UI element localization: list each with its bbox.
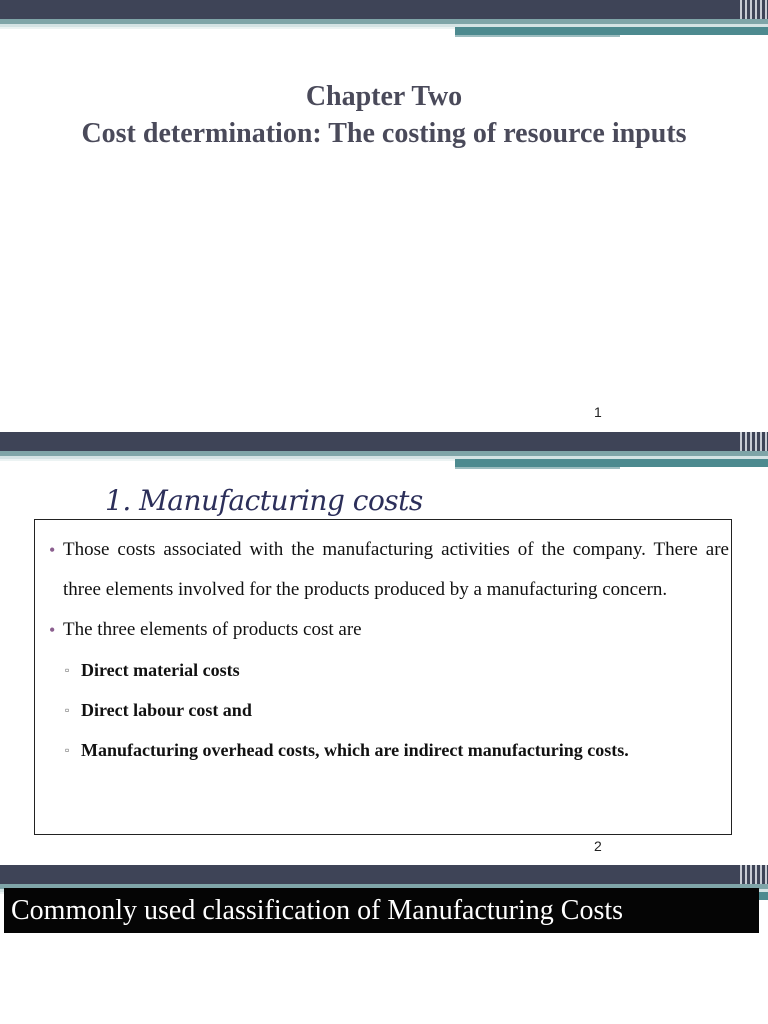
- bullet-text: Those costs associated with the manufacturing activities of the company. There are three elements involved for the products produced by a manufacturing concern.: [63, 539, 729, 600]
- page-number: 2: [594, 838, 602, 854]
- sub-list-item: [49, 690, 729, 730]
- bullet-dot-icon: •: [49, 620, 56, 640]
- section-heading: 1. Manufacturing costs: [105, 484, 423, 517]
- slide-2: [0, 432, 768, 865]
- slide-title: [60, 78, 708, 152]
- slide-header-band: [0, 0, 768, 40]
- sub-list-item: [49, 650, 729, 690]
- page-number: 1: [594, 404, 602, 420]
- bullet-text: The three elements of products cost are: [63, 619, 362, 640]
- bullet-dot-icon: •: [49, 540, 56, 560]
- bullet-list: [49, 530, 729, 770]
- slide-1: [0, 0, 768, 432]
- slide-header-band: [0, 432, 768, 472]
- list-item: [49, 530, 729, 610]
- content-box: [34, 519, 732, 835]
- square-bullet-icon: ▫: [65, 743, 70, 757]
- square-bullet-icon: ▫: [65, 703, 70, 717]
- sub-list-item: [49, 730, 729, 770]
- chapter-label: Chapter Two: [305, 81, 463, 112]
- sub-bullet-text: Direct material costs: [81, 660, 240, 680]
- list-item: [49, 610, 729, 650]
- sub-bullet-text: Manufacturing overhead costs, which are indirect manufacturing costs.: [81, 740, 629, 760]
- slide-3: [0, 865, 768, 1024]
- square-bullet-icon: ▫: [65, 663, 70, 677]
- chapter-title: Cost determination: The costing of resource inputs: [81, 118, 687, 149]
- slide-title-bar: Commonly used classification of Manufacturing Costs: [4, 888, 759, 933]
- sub-bullet-text: Direct labour cost and: [81, 700, 252, 720]
